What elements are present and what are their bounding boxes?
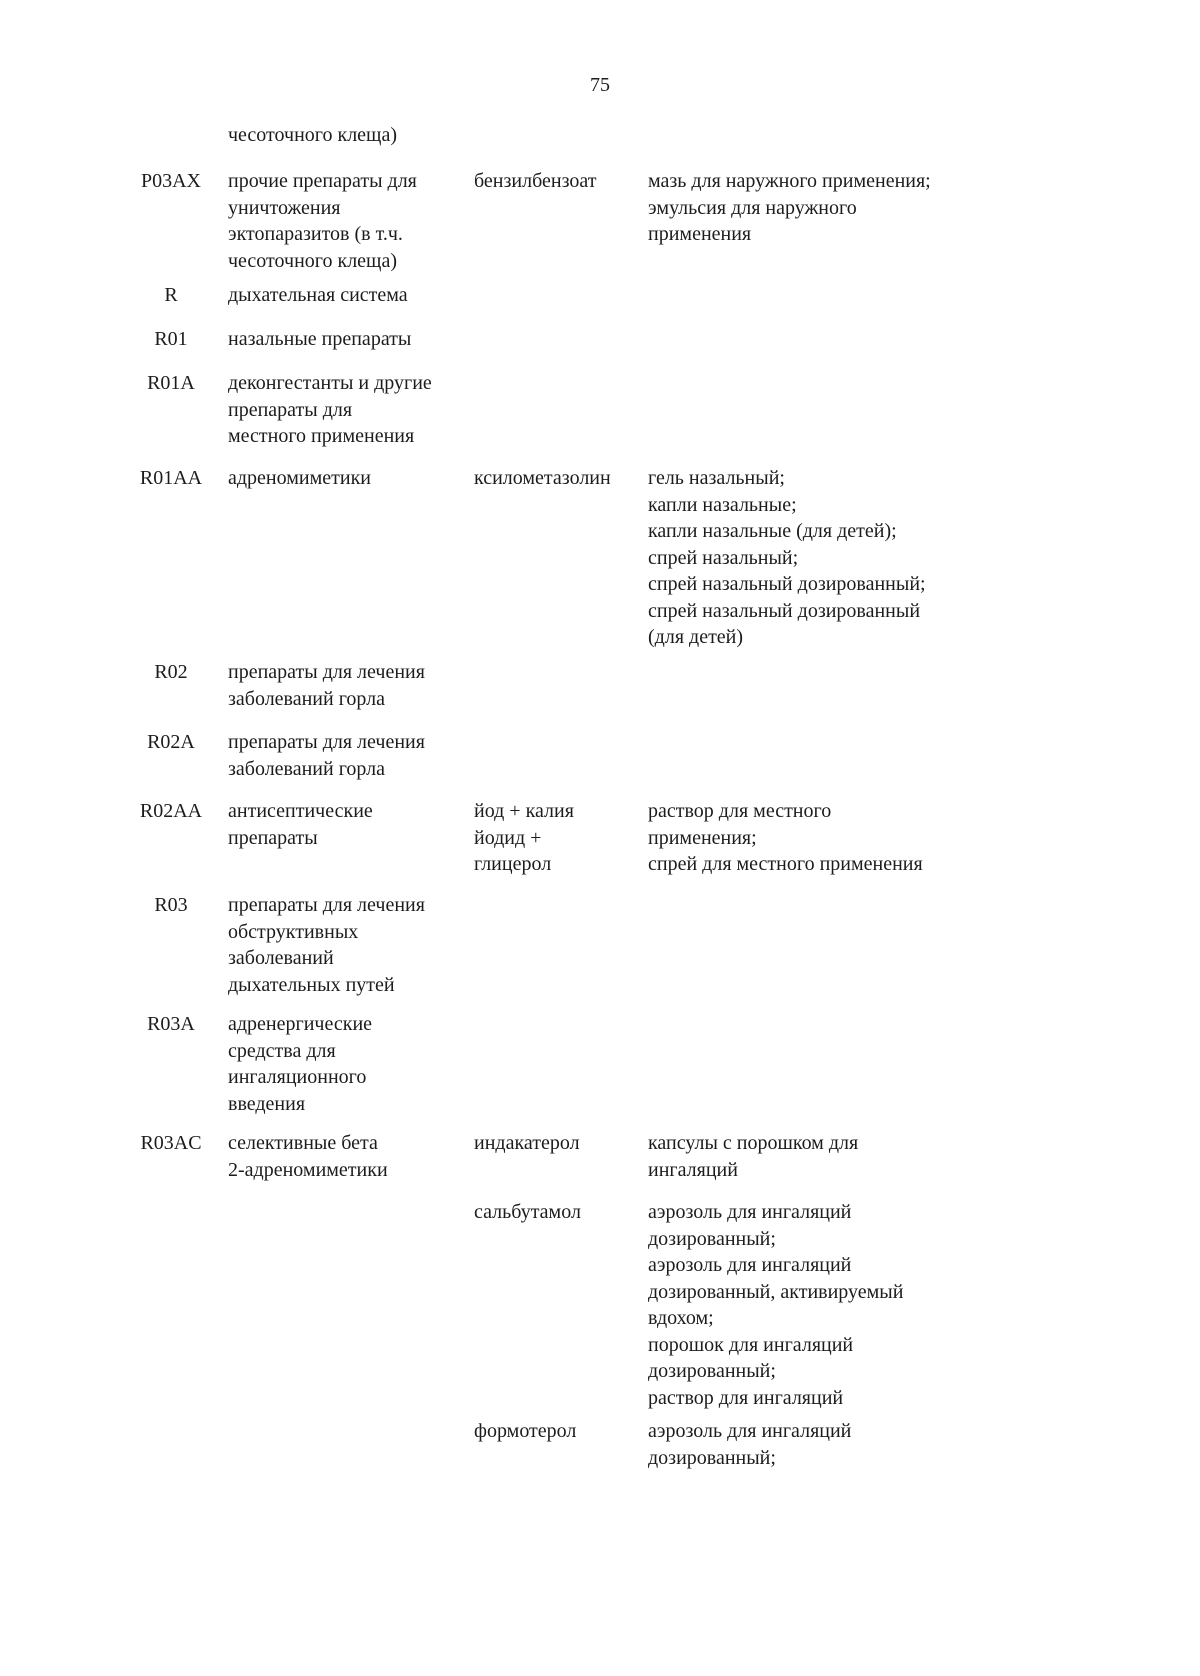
drug-name-line: йод + калия — [474, 800, 574, 822]
drug-name-line: бензилбензоат — [474, 170, 597, 192]
atc-code: R02 — [154, 661, 188, 683]
anatomical-therapeutic-name-line: заболеваний — [228, 947, 334, 969]
drug-name-cell — [474, 1130, 649, 1157]
anatomical-therapeutic-name-line: деконгестанты и другие — [228, 372, 432, 394]
anatomical-therapeutic-name-line: антисептические — [228, 800, 373, 822]
anatomical-therapeutic-name-line: введения — [228, 1092, 306, 1115]
anatomical-therapeutic-name-line: назальные препараты — [228, 328, 412, 350]
anatomical-therapeutic-name-line: адренергические — [228, 1013, 373, 1035]
drug-name-line: глицерол — [474, 853, 552, 875]
anatomical-therapeutic-name-line: чесоточного клеща) — [228, 249, 397, 272]
anatomical-therapeutic-name-cell — [228, 892, 478, 998]
anatomical-therapeutic-name-line: препараты для лечения — [228, 661, 425, 683]
drug-name-cell — [474, 465, 649, 492]
dosage-form-line: применения; — [648, 826, 757, 849]
dosage-form-line: спрей для местного применения — [648, 853, 923, 875]
anatomical-therapeutic-name-line: средства для — [228, 1039, 336, 1062]
atc-code: R01AA — [139, 467, 203, 489]
atc-code: R02A — [147, 731, 195, 753]
atc-code: R01 — [154, 328, 188, 350]
dosage-form-line: дозированный, активируемый — [648, 1280, 904, 1303]
dosage-form-line: капли назальные (для детей); — [648, 520, 897, 542]
dosage-form-line: вдохом; — [648, 1307, 714, 1329]
anatomical-therapeutic-name-line: препараты для лечения — [228, 894, 425, 916]
anatomical-therapeutic-name-line: адреномиметики — [228, 467, 372, 489]
dosage-form-line: применения — [648, 223, 752, 245]
anatomical-therapeutic-name-line: заболеваний горла — [228, 757, 386, 780]
dosage-form-line: дозированный; — [648, 1227, 776, 1250]
dosage-form-line: ингаляций — [648, 1158, 738, 1181]
anatomical-therapeutic-name-line: заболеваний горла — [228, 687, 386, 710]
atc-code: R01A — [147, 372, 195, 394]
drug-name-line: формотерол — [474, 1420, 577, 1442]
dosage-form-line: аэрозоль для ингаляций — [648, 1254, 852, 1276]
dosage-form-line: гель назальный; — [648, 467, 785, 489]
anatomical-therapeutic-name-cell — [228, 326, 478, 353]
anatomical-therapeutic-name-cell — [228, 282, 478, 309]
drug-name-cell — [474, 798, 649, 878]
anatomical-therapeutic-name-line: дыхательных путей — [228, 973, 395, 996]
dosage-form-cell — [648, 1418, 1168, 1471]
dosage-form-line: мазь для наружного применения; — [648, 170, 931, 192]
drug-name-line: сальбутамол — [474, 1201, 581, 1223]
dosage-form-cell — [648, 798, 1168, 878]
dosage-form-line: раствор для ингаляций — [648, 1386, 844, 1409]
anatomical-therapeutic-name-cell — [228, 168, 478, 274]
dosage-form-line: капли назальные; — [648, 493, 797, 516]
anatomical-therapeutic-name-line: эктопаразитов (в т.ч. — [228, 223, 403, 245]
dosage-form-line: (для детей) — [648, 626, 744, 648]
anatomical-therapeutic-name-line: обструктивных — [228, 920, 359, 943]
atc-code: R — [164, 284, 178, 306]
atc-code: R03 — [154, 894, 188, 916]
anatomical-therapeutic-name-line: препараты для — [228, 398, 353, 421]
anatomical-therapeutic-name-cell — [228, 659, 478, 712]
dosage-form-line: дозированный; — [648, 1360, 776, 1382]
anatomical-therapeutic-name-line: препараты — [228, 826, 318, 849]
anatomical-therapeutic-name-cell — [228, 1011, 478, 1117]
dosage-form-line: спрей назальный дозированный; — [648, 573, 926, 595]
drug-name-line: йодид + — [474, 826, 542, 849]
anatomical-therapeutic-name-cell — [228, 122, 478, 149]
drug-name-cell — [474, 168, 649, 195]
anatomical-therapeutic-name-cell — [228, 465, 478, 492]
drug-name-cell — [474, 1418, 649, 1445]
atc-code: P03AX — [140, 170, 201, 192]
atc-code: R03AC — [140, 1132, 202, 1154]
anatomical-therapeutic-name-cell — [228, 729, 478, 782]
dosage-form-line: аэрозоль для ингаляций — [648, 1201, 852, 1223]
dosage-form-cell — [648, 168, 1168, 248]
page-number: 75 — [590, 74, 610, 96]
dosage-form-line: спрей назальный дозированный — [648, 599, 921, 622]
dosage-form-line: аэрозоль для ингаляций — [648, 1420, 852, 1442]
dosage-form-line: порошок для ингаляций — [648, 1333, 854, 1356]
anatomical-therapeutic-name-line: препараты для лечения — [228, 731, 425, 753]
anatomical-therapeutic-name-line: чесоточного клеща) — [228, 124, 397, 146]
atc-code: R02AA — [139, 800, 203, 822]
anatomical-therapeutic-name-line: ингаляционного — [228, 1066, 367, 1088]
dosage-form-line: дозированный; — [648, 1446, 776, 1469]
anatomical-therapeutic-name-line: уничтожения — [228, 196, 341, 219]
dosage-form-cell — [648, 1199, 1168, 1411]
dosage-form-line: спрей назальный; — [648, 546, 799, 569]
anatomical-therapeutic-name-cell — [228, 370, 478, 450]
anatomical-therapeutic-name-cell — [228, 798, 478, 851]
anatomical-therapeutic-name-line: дыхательная система — [228, 284, 408, 306]
dosage-form-cell — [648, 1130, 1168, 1183]
anatomical-therapeutic-name-line: прочие препараты для — [228, 170, 417, 192]
dosage-form-line: капсулы с порошком для — [648, 1132, 859, 1154]
anatomical-therapeutic-name-line: местного применения — [228, 425, 415, 447]
anatomical-therapeutic-name-cell — [228, 1130, 478, 1183]
drug-name-cell — [474, 1199, 649, 1226]
dosage-form-line: раствор для местного — [648, 800, 832, 822]
dosage-form-line: эмульсия для наружного — [648, 196, 857, 219]
drug-name-line: ксилометазолин — [474, 467, 611, 489]
anatomical-therapeutic-name-line: 2-адреномиметики — [228, 1158, 388, 1181]
anatomical-therapeutic-name-line: селективные бета — [228, 1132, 378, 1154]
drug-name-line: индакатерол — [474, 1132, 580, 1154]
atc-code: R03A — [147, 1013, 195, 1035]
dosage-form-cell — [648, 465, 1168, 651]
